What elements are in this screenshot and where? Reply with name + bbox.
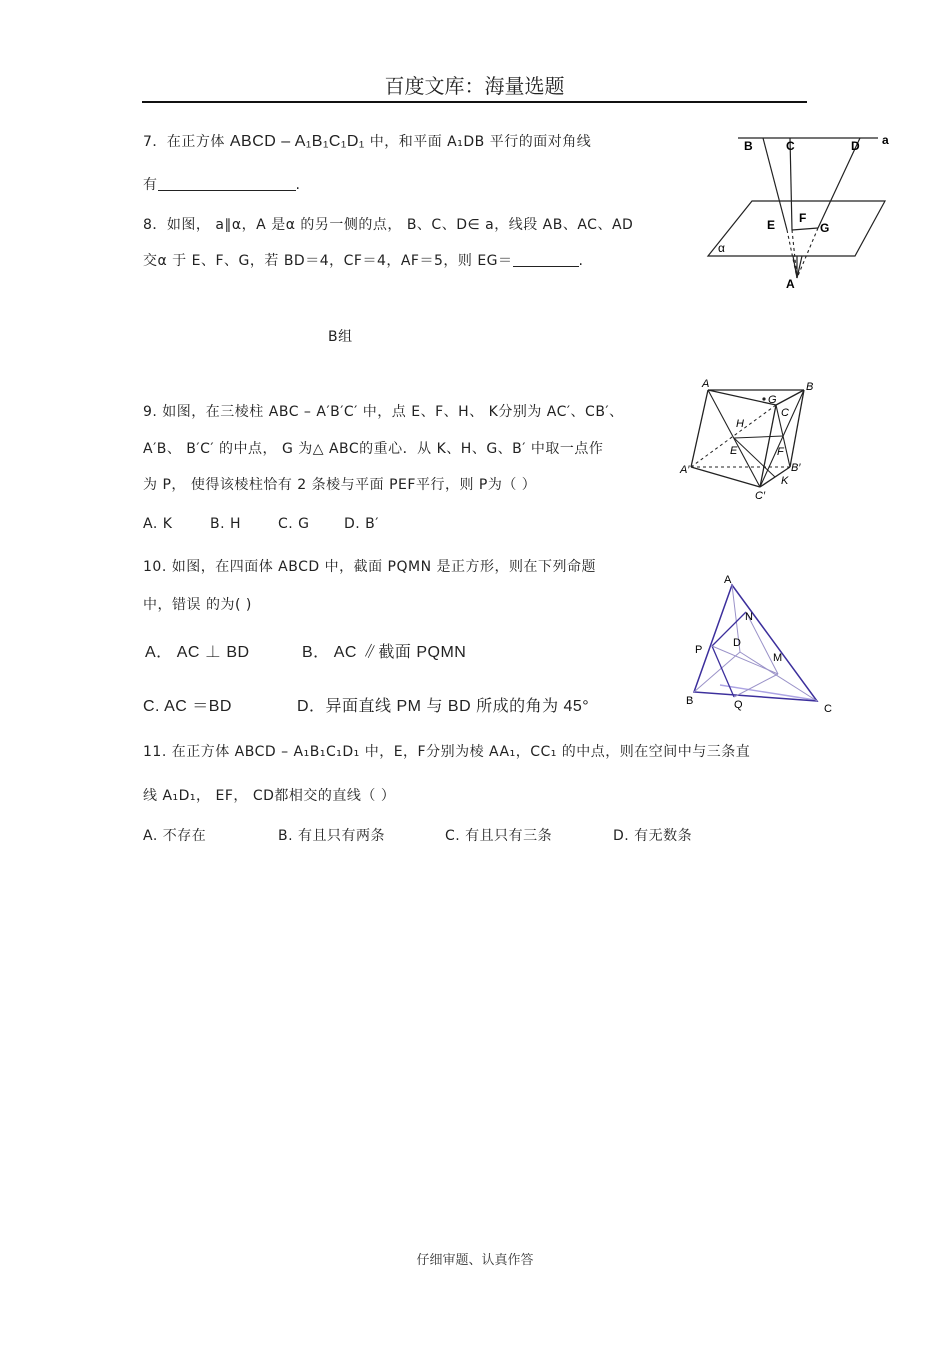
q11-line2: 线 A₁D₁， EF， CD都相交的直线（ ） [143,788,396,804]
label-B-prime: B′ [791,462,801,474]
q8-text: 交α 于 E、F、G，若 BD＝4，CF＝4，AF＝5，则 EG＝ [143,253,513,269]
q8-line1: 8．如图， a∥α，A 是α 的另一侧的点， B、C、D∈ a，线段 AB、AC、AD [143,217,634,233]
label-M: M [773,652,783,664]
q9-option-d[interactable]: D. B′ [344,516,379,532]
label-P: P [695,644,703,656]
label-B: B [806,381,814,393]
q9-option-b[interactable]: B. H [210,516,242,532]
label-A: A [724,574,732,586]
label-alpha: α [718,241,725,255]
q9-line1: 9. 如图，在三棱柱 ABC – A′B′C′ 中，点 E、F、H、 K分别为 AC′、CB′、 [143,404,624,420]
figure-q8 [700,128,900,298]
q10-option-b[interactable]: B． AC ∥截面 PQMN [302,644,467,661]
plane-alpha [708,201,885,256]
label-C: C [824,703,832,715]
label-A: A [786,277,795,291]
group-title: B组 [328,329,353,345]
q11-line1: 11. 在正方体 ABCD – A₁B₁C₁D₁ 中，E，F分别为棱 AA₁，CC₁ 的中点，则在空间中与三条直 [143,744,751,760]
q7-period: . [295,177,301,193]
label-F: F [799,211,807,225]
label-A: A [702,378,710,390]
figure-q10 [682,570,842,720]
q7-text-b: 中，和平面 A₁DB 平行的面对角线 [369,134,592,150]
q7-line2 [143,176,300,194]
q8-answer-blank[interactable] [513,252,579,267]
figure-q9 [678,375,823,505]
q11-option-d[interactable]: D. 有无数条 [613,828,693,844]
label-B: B [686,695,694,707]
label-B: B [744,139,753,153]
label-E: E [730,445,738,457]
header-rule [142,101,807,103]
label-H: H [736,418,744,430]
label-C: C [786,139,795,153]
q7-text-c: 有 [143,177,158,193]
q7-expr: ABCD – A₁B₁C₁D₁ [229,133,365,150]
q7-line1 [143,133,591,151]
q9-option-c[interactable]: C. G [278,516,310,532]
q7-text-a: 7．在正方体 [143,134,225,150]
label-C-prime: C′ [755,490,766,502]
label-Q: Q [734,699,743,711]
label-N: N [745,611,753,623]
label-D: D [733,637,741,649]
q9-line2: A′B、 B′C′ 的中点， G 为△ ABC的重心．从 K、H、G、B′ 中取一点作 [143,441,604,457]
label-D: D [851,139,860,153]
label-F: F [777,446,784,458]
page-title: 百度文库：海量选题 [384,74,565,98]
q11-option-c[interactable]: C. 有且只有三条 [445,828,553,844]
q9-line3: 为 P， 使得该棱柱恰有 2 条棱与平面 PEF平行，则 P为（ ） [143,477,537,493]
q8-period: . [578,253,584,269]
q10-option-a[interactable]: A． AC ⊥ BD [145,644,250,661]
label-A-prime: A′ [680,464,690,476]
label-E: E [767,218,776,232]
label-K: K [781,475,789,487]
q10-line1: 10. 如图，在四面体 ABCD 中，截面 PQMN 是正方形，则在下列命题 [143,559,597,575]
q10-option-c[interactable]: C. AC ＝BD [143,698,232,715]
page-footer: 仔细审题、认真作答 [416,1253,534,1268]
q10-line2: 中，错误 的为( ) [143,597,252,613]
q10-option-d[interactable]: D．异面直线 PM 与 BD 所成的角为 45° [297,698,590,715]
label-a: a [882,133,889,147]
label-G: G [820,221,830,235]
q11-option-b[interactable]: B. 有且只有两条 [278,828,386,844]
label-G: G [768,394,777,406]
q9-option-a[interactable]: A. K [143,516,173,532]
q11-option-a[interactable]: A. 不存在 [143,828,207,844]
q7-answer-blank[interactable] [158,176,296,191]
q8-line2 [143,252,584,270]
label-C: C [781,407,789,419]
